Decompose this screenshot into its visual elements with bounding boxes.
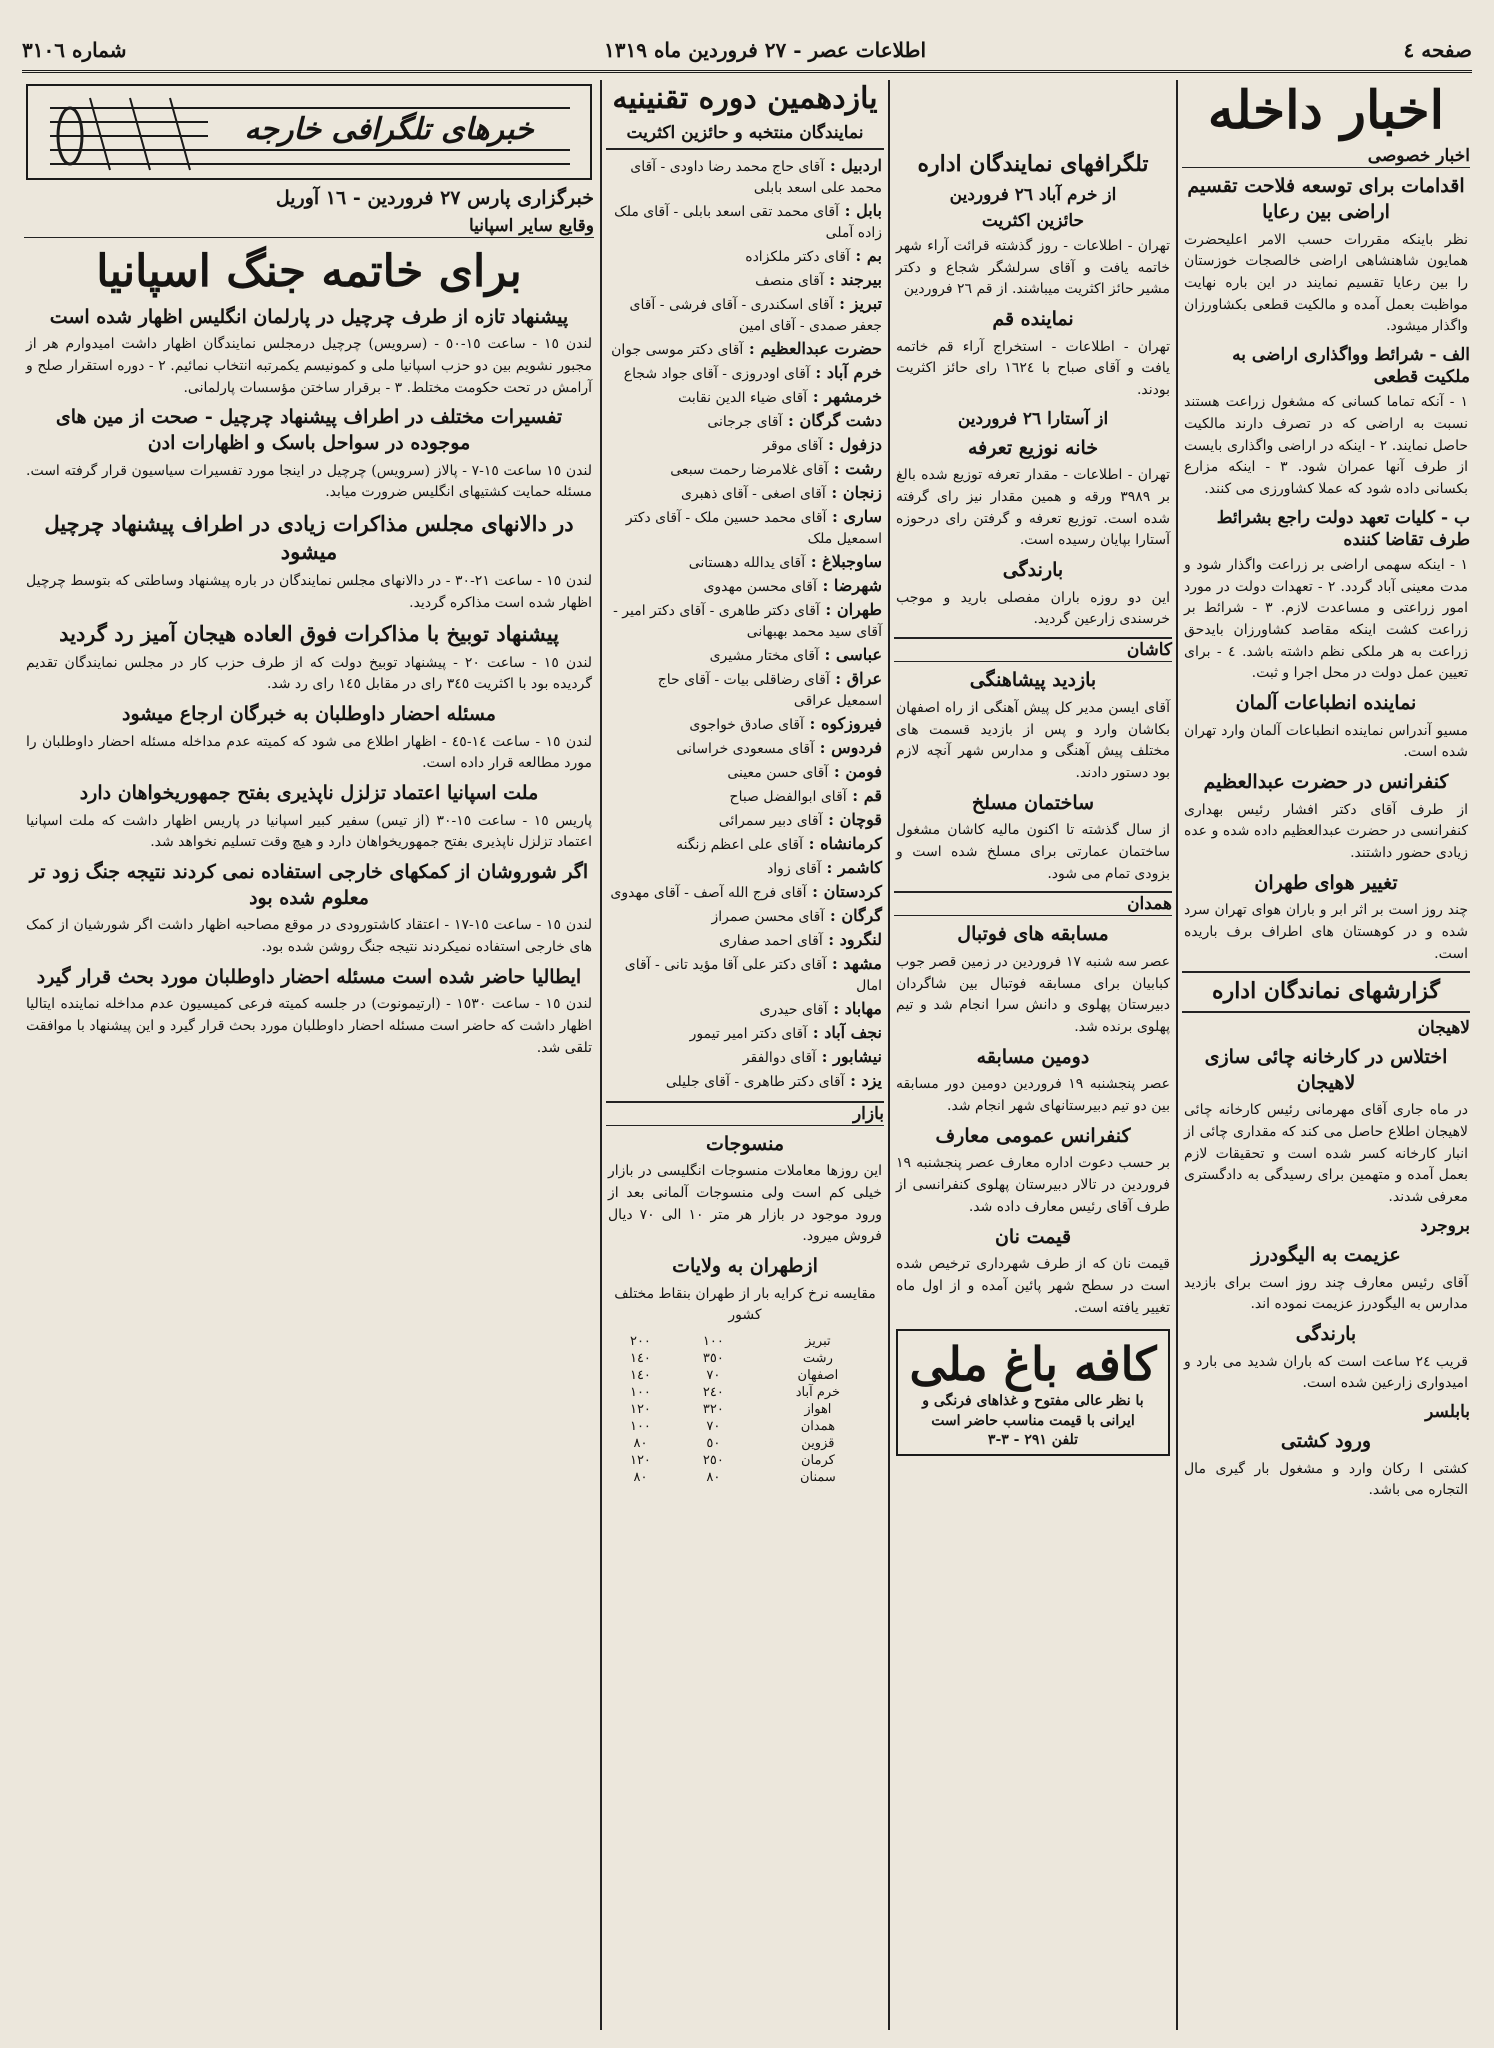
representative-names: آقای محسن مهدوی — [703, 578, 817, 595]
representative-names: آقای ضیاء الدین نقابت — [678, 389, 808, 406]
representative-names: آقای دکتر علی آقا مؤید تانی - آقای امال — [624, 956, 882, 994]
list-item — [608, 292, 882, 337]
table-cell: ٢٥٠ — [702, 1453, 724, 1469]
paragraph: تهران - اطلاعات - مقدار تعرفه توزیع شده بالغ بر ٣٩٨٩ ورقه و همین مقدار نیز رای گرفته شده است. توزیع تعرفه و گرفتن رای درحوزه آستارا بپایان رسیده است. — [896, 467, 1170, 549]
city-name: حضرت عبدالعظیم : — [743, 338, 882, 358]
subheading: اگر شوروشان از کمکهای خارجی استفاده نمی کردند نتیجه جنگ زود تر معلوم شده بود — [29, 860, 589, 909]
main-headline: برای خاتمه جنگ اسپانیا — [96, 245, 522, 297]
city-label: لاهیجان — [1417, 1018, 1470, 1039]
dateline: خبرگزاری پارس ٢٧ فروردین - ١٦ آوریل — [275, 187, 594, 209]
elections-column — [604, 80, 886, 2040]
list-item — [608, 409, 882, 433]
city-name: کرمانشاه : — [803, 833, 882, 853]
table-row — [604, 1401, 886, 1418]
city-name: دزفول : — [822, 434, 882, 454]
paragraph: ١ - آنکه تماما کسانی که مشغول زراعت هستند نسبت به اراضی که در تصرف دارند مالکیت حاصل نمایند. ٢ - اینکه در اراضی واگذاری بایست از طرف آنها عمران شود. ٣ - اینکه مزارع بکسانی داده شود که عملا کشاورزی می کنند. — [1184, 394, 1468, 497]
table-cell: اصفهان — [797, 1368, 839, 1384]
representative-names: آقای محسن صمراز — [711, 908, 825, 925]
headline: بارندگی — [1295, 1322, 1357, 1345]
table-cell: اهواز — [804, 1402, 832, 1418]
list-item — [608, 154, 882, 199]
elections-title: یازدهمین دوره تقنینیه — [612, 81, 878, 116]
city-name: یزد : — [844, 1070, 882, 1090]
city-name: مهاباد : — [827, 998, 882, 1018]
banner-title: خبرهای تلگرافی خارجه — [208, 112, 570, 147]
table-cell: ٣٥٠ — [702, 1351, 724, 1367]
table-cell: ٢٠٠ — [629, 1334, 651, 1350]
table-row — [604, 1384, 886, 1401]
paragraph: چند روز است بر اثر ابر و باران هوای تهران سرد شده و در کوهستان های اطراف برف باریده است. — [1184, 902, 1468, 962]
representative-names: آقای اودروزی - آقای جواد شجاع — [623, 365, 810, 382]
list-item — [608, 712, 882, 736]
paragraph: قیمت نان که از طرف شهرداری ترخیص شده است در سطح شهر پائین آمده و از اول ماه تغییر یافته است. — [896, 1256, 1170, 1316]
list-item — [608, 574, 882, 598]
paragraph: مقایسه نرخ کرایه بار از طهران بنقاط مختلف کشور — [614, 1285, 876, 1324]
cafe-phone: تلفن ٢٩١ - ٣-٣ — [987, 1431, 1079, 1448]
foreign-news-column — [22, 80, 596, 2040]
representative-names: آقای یدالله دهستانی — [688, 554, 806, 571]
list-item — [608, 598, 882, 643]
city-name: مشهد : — [826, 953, 882, 973]
list-item — [608, 997, 882, 1021]
paragraph: این دو روزه باران مفصلی بارید و موجب خرسندی زارعین گردید. — [896, 589, 1170, 628]
list-item — [608, 784, 882, 808]
list-item — [608, 268, 882, 292]
table-cell: ٣٢٠ — [702, 1402, 724, 1418]
city-label: کاشان — [894, 637, 1172, 662]
city-name: فیروزکوه : — [803, 713, 882, 733]
city-label: همدان — [894, 891, 1172, 916]
column-rule — [1176, 80, 1178, 2030]
headline: ازطهران به ولایات — [672, 1255, 818, 1278]
list-item — [608, 880, 882, 904]
domestic-news-column — [1180, 80, 1472, 2040]
table-row — [604, 1452, 886, 1469]
table-cell: ٨٠ — [633, 1470, 648, 1486]
paper-date: اطلاعات عصر - ٢٧ فروردین ماه ١٣١٩ — [604, 38, 927, 62]
headline: منسوجات — [705, 1132, 785, 1155]
headline: بازدید پیشاهنگی — [969, 669, 1097, 692]
list-item — [608, 550, 882, 574]
subheading: الف - شرائط وواگذاری اراضی به ملکیت قطعی — [1232, 345, 1470, 388]
freight-price-table — [604, 1333, 886, 1486]
paragraph: پاریس ١٥ - ساعت ١٥-٣٠ (از تیس) سفیر کبیر اسپانیا در پاریس اظهار داشت که ملت اسپانیا اعتماد تزلزل ناپذیری بفتح جمهوریخواهان دارد و هیچ وقت تسلیم نخواهد شد. — [26, 812, 592, 851]
headline: مسابقه های فوتبال — [957, 923, 1109, 946]
representative-names: آقای دوالفقر — [742, 1049, 817, 1066]
paragraph: لندن ١٥ - ساعت ٢١-٣٠ - در دالانهای مجلس نمایندگان در باره پیشنهاد وساطتی که بتوسط چرچیل اظهار شده است مذاکره گردید. — [26, 572, 592, 611]
elections-subtitle: نمایندگان منتخبه و حائزین اکثریت — [606, 122, 884, 150]
headline: قیمت نان — [994, 1225, 1072, 1248]
list-item — [608, 1021, 882, 1045]
representative-names: آقای غلامرضا رحمت سبعی — [670, 461, 829, 478]
list-item — [608, 952, 882, 997]
list-item — [608, 385, 882, 409]
representative-names: آقای موقر — [763, 437, 823, 454]
paragraph: لندن ١٥ - ساعت ١٥-٥٠ - (سرویس) چرچیل درمجلس نمایندگان اظهار داشت امیدوارم هر از مجبور نشویم بین دو حزب اسپانیا ملی و کمونیسم یکمرتبه انتخاب نمائیم. ٢ - دوره استقرار صلح و آرامش در تحت حکومت مختلط. ٣ - برقرار ساختن مؤسسات پارلمانی. — [26, 336, 593, 396]
table-cell: ١٤٠ — [629, 1351, 651, 1367]
cafe-note: با نظر عالی مفتوح و غذاهای فرنگی و ایرانی با قیمت مناسب حاضر است — [922, 1393, 1144, 1430]
paragraph: قریب ٢٤ ساعت است که باران شدید می بارد و امیدواری زارعین شده است. — [1184, 1353, 1468, 1392]
representative-names: آقای جرجانی — [707, 413, 783, 430]
city-name: قوچان : — [822, 809, 882, 829]
paragraph: لندن ١٥ ساعت ١٥-٧ - پالاز (سرویس) چرچیل در اینجا مورد تفسیرات سیاسیون قرار گرفته است. مسئله حمایت کشتیهای انگلیس ضرورت میابد. — [26, 462, 592, 501]
elected-representatives-list — [604, 154, 886, 1093]
representative-names: آقای حاج محمد رضا داودی - آقای محمد علی اسعد بابلی — [630, 158, 882, 196]
subheading: مسئله احضار داوطلبان به خبرگان ارجاع میشود — [122, 702, 496, 725]
table-row — [604, 1350, 886, 1367]
table-cell: همدان — [800, 1419, 836, 1435]
paragraph: لندن ١٥ - ساعت ١٥٣٠ - (ارتیمونوت) در جلسه کمیته فرعی کمیسیون عدم مداخله نماینده ایتالیا اظهار داشت که حاضر است مسئله احضار داوطلبان مورد بحث قرار گیرد و این پیشنهاد با موافقت تلقی شد. — [26, 996, 593, 1056]
city-name: کردستان : — [806, 881, 882, 901]
list-item — [608, 337, 882, 361]
representative-names: آقای دکتر موسی جوان — [611, 341, 744, 358]
representative-names: آقای رضاقلی بیات - آقای حاج اسمعیل عراقی — [657, 671, 882, 709]
headline: کنفرانس در حضرت عبدالعظیم — [1203, 770, 1449, 793]
cafe-name: کافه باغ ملی — [909, 1337, 1157, 1392]
subheading: حائزین اکثریت — [981, 210, 1085, 231]
table-cell: ١٠٠ — [702, 1334, 724, 1350]
table-row — [604, 1333, 886, 1350]
representative-names: آقای علی اعظم زنگنه — [676, 836, 804, 853]
column-rule — [888, 80, 890, 2030]
city-name: بابل : — [839, 200, 882, 220]
city-name: دشت گرگان : — [782, 410, 882, 430]
headline: ورود کشتی — [1280, 1430, 1372, 1453]
city-label: بروجرد — [1420, 1215, 1470, 1236]
city-name: نجف آباد : — [807, 1022, 882, 1042]
table-cell: سمنان — [799, 1470, 836, 1486]
paragraph: از سال گذشته تا اکنون مالیه کاشان مشغول ساختمان عمارتی برای مسلخ شده است و بزودی تمام می شود. — [896, 822, 1170, 882]
subheading: ملت اسپانیا اعتماد تزلزل ناپذیری بفتح جمهوریخواهان دارد — [79, 781, 539, 804]
list-item — [608, 1045, 882, 1069]
subheading: تفسیرات مختلف در اطراف پیشنهاد چرچیل - صحت از مین های موجوده در سواحل باسک و اظهارات ادن — [55, 406, 563, 455]
paragraph: این روزها معاملات منسوجات انگلیسی در بازار خیلی کم است ولی منسوجات آلمانی بعد از ورود موجود در بازار هر متر ١٠ الی ٧٠ دیال فروش میرود. — [608, 1163, 882, 1245]
paragraph: آقای رئیس معارف چند روز است برای بازدید مدارس به الیگودرز عزیمت نموده اند. — [1184, 1274, 1468, 1313]
city-name: خرمشهر : — [807, 386, 882, 406]
list-item — [608, 481, 882, 505]
representative-names: آقای محمد تقی اسعد بابلی - آقای ملک زاده آملی — [614, 203, 882, 241]
representative-names: آقای دکتر امیر تیمور — [689, 1025, 808, 1042]
table-cell: ١٢٠ — [629, 1453, 651, 1469]
city-name: تبریز : — [833, 293, 882, 313]
representative-names: آقای صادق خواجوی — [689, 716, 804, 733]
table-cell: رشت — [802, 1351, 833, 1367]
representative-names: آقای اصغی - آقای ذهبری — [680, 485, 826, 502]
representative-names: آقای حسن معینی — [727, 764, 829, 781]
table-cell: ٥٠ — [706, 1436, 721, 1452]
paragraph: عصر پنجشنبه ١٩ فروردین دومین دور مسابقه بین دو تیم دبیرستانهای شهر انجام شد. — [896, 1076, 1170, 1115]
city-name: نیشابور : — [816, 1046, 882, 1066]
city-name: عباسی : — [818, 644, 882, 664]
representatives-column — [892, 80, 1174, 2040]
city-name: رشت : — [828, 458, 882, 478]
representative-names: آقای زواد — [767, 860, 821, 877]
headline: تغییر هوای طهران — [1254, 871, 1398, 894]
headline: کنفرانس عمومی معارف — [935, 1124, 1131, 1147]
table-cell: ٧٠ — [706, 1419, 721, 1435]
list-item — [608, 505, 882, 550]
column-rule — [600, 80, 602, 2030]
city-name: گرگان : — [824, 905, 882, 925]
headline: اختلاس در کارخانه چائی سازی لاهیجان — [1204, 1046, 1448, 1094]
representative-names: آقای دکتر طاهری - آقای دکتر امیر - آقای سید محمد بهبهانی — [613, 602, 882, 640]
foreign-banner — [26, 84, 592, 180]
list-item — [608, 667, 882, 712]
paragraph: از طرف آقای دکتر افشار رئیس بهداری کنفرانسی در حضرت عبدالعظیم داده شده و عده زیادی حضور داشتند. — [1184, 801, 1468, 861]
list-item — [608, 199, 882, 244]
paragraph: بر حسب دعوت اداره معارف عصر پنجشنبه ١٩ فروردین در تالار دبیرستان پهلوی کنفرانسی از طرف آقای رئیس معارف داده شد. — [896, 1155, 1170, 1215]
table-cell: ١٠٠ — [629, 1419, 651, 1435]
city-name: لنگرود : — [822, 929, 882, 949]
representative-names: آقای فرج الله آصف - آقای مهدوی — [610, 884, 807, 901]
representative-names: آقای احمد صفاری — [719, 932, 823, 949]
table-row — [604, 1435, 886, 1452]
city-name: طهران : — [819, 599, 882, 619]
masthead — [22, 30, 1472, 73]
paragraph: لندن ١٥ - ساعت ١٤-٤٥ - اظهار اطلاع می شود که کمیته عدم مداخله مسئله احضار داوطلبان را مورد مطالعه قرار داده است. — [26, 733, 592, 772]
table-row — [604, 1469, 886, 1486]
city-name: عراق : — [829, 668, 882, 688]
list-item — [608, 433, 882, 457]
cafe-advertisement — [896, 1329, 1170, 1455]
representative-names: آقای مسعودی خراسانی — [676, 740, 815, 757]
representative-names: آقای دبیر سمرائی — [718, 812, 823, 829]
table-cell: تبریز — [805, 1334, 831, 1350]
table-cell: ٨٠ — [706, 1470, 721, 1486]
domestic-title: اخبار داخله — [1207, 80, 1445, 141]
paragraph: تهران - اطلاعات - استخراج آراء قم خاتمه یافت و آقای صباح با ١٦٢٤ رای حائز اکثریت بودند. — [896, 338, 1170, 398]
table-cell: ٢٤٠ — [702, 1385, 724, 1401]
headline: دومین مسابقه — [976, 1045, 1090, 1068]
city-name: خرم آباد : — [809, 362, 882, 382]
headline: خانه نوزیع تعرفه — [967, 436, 1099, 459]
section-title: گزارشهای نماندگان اداره — [1182, 971, 1470, 1013]
paragraph: در ماه جاری آقای مهرمانی رئیس کارخانه چائی لاهیجان اطلاع حاصل می کند که مقداری چائی از انبار کارخانه کسر شده است و تحقیقات لازم بعمل آمده و متهمین برای رسیدگی به دادگستری معرفی شدند. — [1184, 1102, 1468, 1206]
table-cell: ٧٠ — [706, 1368, 721, 1384]
list-item — [608, 1069, 882, 1093]
issue-number: شماره ٣١٠٦ — [22, 38, 127, 62]
subheading: ایطالیا حاضر شده است مسئله احضار داوطلبان مورد بحث قرار گیرد — [36, 965, 582, 988]
headline: ساختمان مسلخ — [971, 791, 1095, 814]
paragraph: آقای ایسن مدیر کل پیش آهنگی از راه اصفهان بکاشان وارد و پس از بازدید قسمت های مختلف پیش آهنگی و مدارس شهر آنچه لازم بود دستور دادند. — [896, 699, 1170, 781]
representative-names: آقای حیدری — [759, 1001, 828, 1018]
representative-names: آقای ابوالفضل صباح — [729, 788, 847, 805]
city-name: شهرضا : — [816, 575, 882, 595]
list-item — [608, 928, 882, 952]
list-item — [608, 856, 882, 880]
dateline: از خرم آباد ٢٦ فروردین — [949, 184, 1117, 205]
city-name: قم : — [846, 785, 882, 805]
representative-names: آقای اسکندری - آقای فرشی - آقای جعفر صمدی - آقای امین — [629, 296, 882, 334]
list-item — [608, 736, 882, 760]
list-item — [608, 760, 882, 784]
headline: نماینده انطباعات آلمان — [1235, 691, 1417, 714]
list-item — [608, 244, 882, 268]
table-cell: ١٤٠ — [629, 1368, 651, 1384]
page-number: صفحه ٤ — [1403, 38, 1472, 62]
city-name: بیرجند : — [823, 269, 882, 289]
table-cell: ١٢٠ — [629, 1402, 651, 1418]
dateline: از آستارا ٢٦ فروردین — [957, 408, 1109, 429]
headline: عزیمت به الیگودرز — [1251, 1243, 1401, 1266]
paragraph: لندن ١٥ - ساعت ٢٠ - پیشنهاد توبیخ دولت که از طرف حزب کار در مجلس نمایندگان تقدیم گردیده بود با اکثریت ٣٤٥ رای در مقابل ١٤٥ رای رد شد. — [26, 654, 592, 693]
list-item — [608, 808, 882, 832]
representative-names: آقای دکتر طاهری - آقای جلیلی — [665, 1073, 845, 1090]
paragraph: نظر باینکه مقررات حسب الامر اعلیحضرت همایون شاهنشاهی اراضی خالصجات خوزستان را بین رعایا تقسیم نمایند در این باره نهایت مواظبت بعمل آمده و مالکیت قطعی بکشاورزان واگذار میشود. — [1184, 231, 1468, 335]
headline: اقدامات برای توسعه فلاحت تقسیم اراضی بین رعایا — [1187, 175, 1465, 223]
representative-names: آقای منصف — [755, 272, 824, 289]
city-name: فردوس : — [814, 737, 882, 757]
city-label: بابلسر — [1425, 1401, 1470, 1422]
list-item — [608, 643, 882, 667]
subheading: پیشنهاد توبیخ با مذاکرات فوق العاده هیجان آمیز رد گردید — [59, 621, 559, 647]
table-cell: ٨٠ — [633, 1436, 648, 1452]
city-name: زنجان : — [825, 482, 882, 502]
paragraph: عصر سه شنبه ١٧ فروردین در زمین قصر جوب کبابیان برای مسابقه فوتبال بین شاگردان دبیرستان پهلوی و دانش سرا انجام شد و تیم پهلوی برنده شد. — [896, 954, 1170, 1036]
table-cell: خرم آباد — [795, 1385, 841, 1401]
list-item — [608, 457, 882, 481]
subheading: ب - کلیات تعهد دولت راجع بشرائط طرف تقاضا کننده — [1216, 507, 1470, 550]
table-row — [604, 1418, 886, 1435]
city-name: فومن : — [828, 761, 882, 781]
city-name: بم : — [849, 245, 882, 265]
representative-names: آقای دکتر ملکزاده — [745, 248, 850, 265]
section-label: اخبار خصوصی — [1182, 145, 1470, 168]
table-cell: قزوین — [801, 1436, 835, 1452]
list-item — [608, 832, 882, 856]
headline: بارندگی — [1002, 559, 1064, 582]
paragraph: مسیو آندراس نماینده انطباعات آلمان وارد تهران شده است. — [1184, 722, 1468, 761]
topic-label: وقایع سایر اسپانیا — [24, 215, 594, 238]
reps-title: تلگرافهای نمایندگان اداره — [917, 151, 1149, 177]
table-cell: کرمان — [800, 1453, 835, 1469]
representative-names: آقای محمد حسین ملک - آقای دکتر اسمعیل ملک — [625, 509, 882, 547]
subheading: پیشنهاد تازه از طرف چرچیل در پارلمان انگلیس اظهار شده است — [49, 305, 569, 328]
paragraph: لندن ١٥ - ساعت ١٥-١٧ - اعتقاد کاشتورودی در موقع مصاحبه اظهار داشت اگر شورشیان از کمک های خارجی استفاده نمیکردند نتیجه جنگ روشن شده بود. — [26, 917, 592, 955]
list-item — [608, 904, 882, 928]
city-name: ساوجبلاغ : — [805, 551, 882, 571]
city-name: ساری : — [826, 506, 882, 526]
representative-names: آقای مختار مشیری — [709, 647, 819, 664]
list-item — [608, 361, 882, 385]
city-name: اردبیل : — [824, 155, 882, 175]
table-row — [604, 1367, 886, 1384]
paragraph: تهران - اطلاعات - روز گذشته قرائت آراء شهر خاتمه یافت و آقای سرلشگر شجاع و دکتر مشیر حائز اکثریت میباشند. از قم ٢٦ فروردین — [896, 237, 1170, 298]
paragraph: ١ - اینکه سهمی اراضی بر زراعت واگذار شود و مدت معینی آباد گردد. ٢ - تعهدات دولت در مورد امور زراعتی و مساعدت لازم. ٣ - شرائط بر زراعت کشت اینکه مقاصد کشاورزان بایدحق زراعت به هر ملکی نظم داشته باشد. ٤ - برای تعیین عمل دولت در محل اجرا و ثبت. — [1184, 556, 1468, 682]
subheading: در دالانهای مجلس مذاکرات زیادی در اطراف پیشنهاد چرچیل میشود — [44, 511, 574, 565]
table-cell: ١٠٠ — [629, 1385, 651, 1401]
paragraph: کشتی ا رکان وارد و مشغول بار گیری مال التجاره می باشد. — [1184, 1460, 1468, 1499]
city-name: کاشمر : — [820, 857, 882, 877]
section-label: بازار — [606, 1101, 884, 1126]
headline: نماینده قم — [992, 307, 1074, 330]
